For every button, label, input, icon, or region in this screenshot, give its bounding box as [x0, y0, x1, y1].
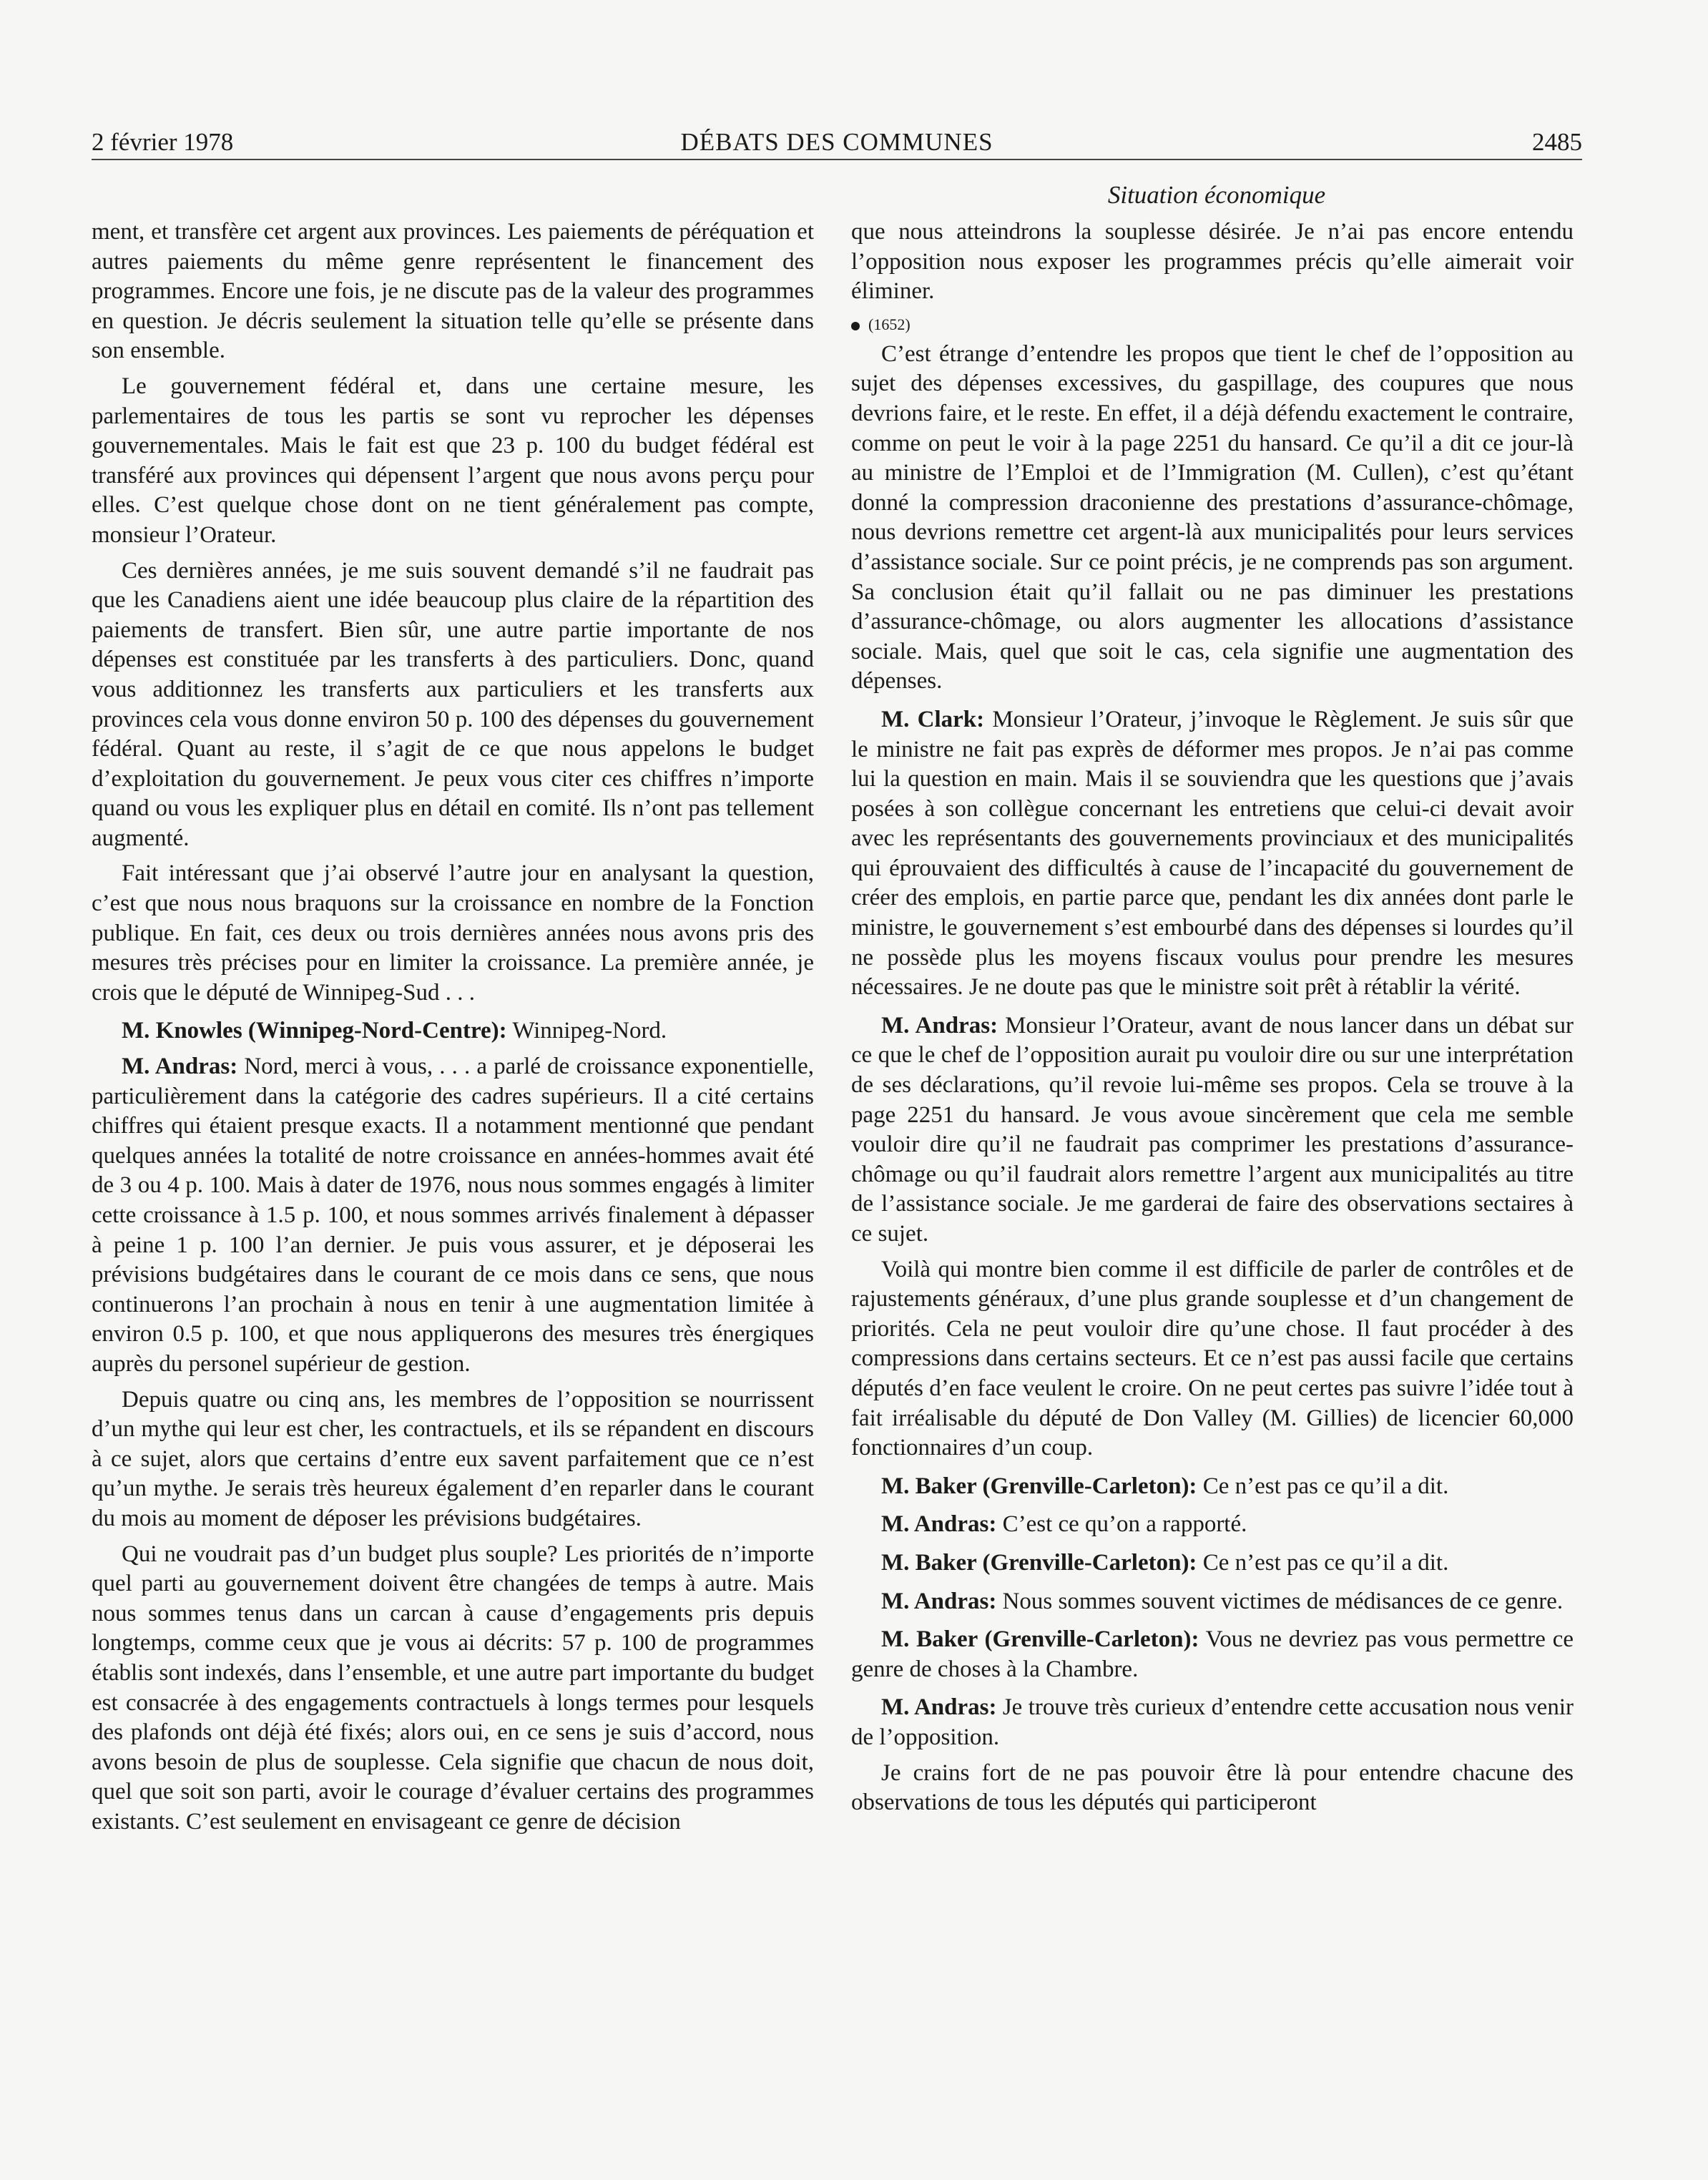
speaker-name: M. Clark: — [881, 706, 985, 732]
speech-text: Ce n’est pas ce qu’il a dit. — [1202, 1549, 1449, 1576]
speaker-name: M. Andras: — [881, 1588, 997, 1614]
paragraph: Qui ne voudrait pas d’un budget plus souple? Les priorités de n’importe quel parti au gouvernement doivent être changées de temps à autre. Mais nous sommes tenus dans un carcan à cause d’engagements pris depuis longtemps, comme ceux que je vous ai décrits: 57 p. 100 de programmes établis sont indexés, dans l’ensemble, et une autre part importante du budget est consacrée à des engagements contractuels à longs termes pour lesquels des plafonds ont déjà été fixés; alors oui, en ce sens je suis d’accord, nous avons besoin de plus de souplesse. Cela signifie que chacun de nous doit, quel que soit son parti, avoir le courage d’évaluer certains des programmes existants. C’est seulement en envisageant ce genre de décision — [92, 1541, 814, 1835]
speech-text: C’est ce qu’on a rapporté. — [1002, 1511, 1247, 1538]
time-marker-text: (1652) — [868, 315, 911, 333]
speech-paragraph — [92, 1052, 814, 1380]
speech-paragraph — [851, 705, 1574, 1003]
speech-paragraph — [851, 1693, 1574, 1752]
paragraph: Le gouvernement fédéral et, dans une certaine mesure, les parlementaires de tous les partis se sont vu reprocher les dépenses gouvernementales. Mais le fait est que 23 p. 100 du budget fédéral est transféré aux provinces qui dépensent l’argent que nous avons perçu pour elles. C’est quelque chose dont on ne tient généralement pas compte, monsieur l’Orateur. — [92, 373, 814, 548]
speech-paragraph — [851, 1587, 1574, 1617]
speaker-name: M. Andras: — [881, 1511, 997, 1538]
speaker-name: M. Baker (Grenville-Carleton): — [881, 1473, 1197, 1499]
paragraph: Voilà qui montre bien comme il est difficile de parler de contrôles et de rajustements généraux, d’une plus grande souplesse et d’un changement de priorités. Cela ne peut vouloir dire qu’une chose. Il faut procéder à des compressions dans certains secteurs. Et ce n’est pas aussi facile que certains députés d’en face veulent le croire. On ne peut certes pas suivre l’idée tout à fait irréalisable du député de Don Valley (M. Gillies) de licencier 60,000 fonctionnaires d’un coup. — [851, 1256, 1574, 1461]
speech-paragraph — [851, 1011, 1574, 1249]
running-head: Situation économique — [1107, 181, 1326, 209]
speech-text: Nord, merci à vous, . . . a parlé de croissance exponentielle, particulièrement dans la catégorie des cadres supérieurs. Il a cité certains chiffres qui étaient presque exacts. Il a notamment mentionné que pendant quelques années la totalité de notre croissance en années-hommes avait été de 3 ou 4 p. 100. Mais à dater de 1976, nous nous sommes engagés à limiter cette croissance à 1.5 p. 100, et nous sommes arrivés finalement à dépasser à peine 1 p. 100 l’an dernier. Je puis vous assurer, et je déposerai les prévisions budgétaires dans le courant de ce mois dans ce sens, que nous continuerons l’an prochain à nous en tenir à une augmentation limitée à environ 0.5 p. 100, et que nous appliquerons des mesures très énergiques auprès du personel supérieur de gestion. — [92, 1054, 815, 1377]
speaker-name: M. Andras: — [881, 1694, 997, 1721]
speaker-name: M. Andras: — [122, 1054, 238, 1080]
speaker-name: M. Andras: — [881, 1012, 998, 1039]
page-number: 2485 — [1532, 128, 1582, 156]
time-marker — [851, 313, 1574, 337]
speech-text: Monsieur l’Orateur, j’invoque le Règlement. Je suis sûr que le ministre ne fait pas exprès de déformer mes propos. Je n’ai pas comme lui la question en main. Mais il se souviendra que les questions que j’avais posées à son collègue concernant les entretiens que celui-ci devait avoir avec les représentants des gouvernements provinciaux et des municipalités qui éprouvaient des difficultés à cause de l’incapacité du gouvernement de créer des emplois, en partie parce que, pendant les dix années dont parle le ministre, le gouvernement s’est embourbé dans des dépenses si lourdes qu’il ne possède plus les moyens fiscaux voulus pour prendre les mesures nécessaires. Je ne doute pas que le ministre soit prêt à rétablir la vérité. — [851, 706, 1574, 1001]
speech-paragraph — [851, 1548, 1574, 1578]
paragraph: Fait intéressant que j’ai observé l’autre jour en analysant la question, c’est que nous nous braquons sur la croissance en nombre de la Fonction publique. En fait, ces deux ou trois dernières années nous avons pris des mesures très précises pour en limiter la croissance. La première année, je crois que le député de Winnipeg-Sud . . . — [92, 860, 814, 1006]
paragraph: que nous atteindrons la souplesse désirée. Je n’ai pas encore entendu l’opposition nous exposer les programmes précis qu’elle aimerait voir éliminer. — [851, 219, 1574, 305]
paragraph: Je crains fort de ne pas pouvoir être là pour entendre chacune des observations de tous les députés qui participeront — [851, 1759, 1574, 1816]
left-column — [92, 217, 814, 1842]
speech-text: Ce n’est pas ce qu’il a dit. — [1202, 1473, 1449, 1499]
right-column — [851, 217, 1574, 1824]
speech-text: Winnipeg-Nord. — [512, 1018, 667, 1044]
paragraph: C’est étrange d’entendre les propos que tient le chef de l’opposition au sujet des dépenses excessives, du gaspillage, des coupures que nous devrions faire, et le reste. En effet, il a déjà défendu exactement le contraire, comme on peut le voir à la page 2251 du hansard. Ce qu’il a dit ce jour-là au ministre de l’Emploi et de l’Immigration (M. Cullen), c’est qu’étant donné la compression draconienne des prestations d’assurance-chômage, nous devrions remettre cet argent-là aux municipalités pour leurs services d’assistance sociale. Sur ce point précis, je ne comprends pas son argument. Sa conclusion était qu’il fallait ou ne pas diminuer les prestations d’assurance-chômage, ou alors augmenter les allocations d’assistance sociale. Mais, quel que soit le cas, cela signifie une augmentation des dépenses. — [851, 340, 1574, 694]
page-header — [92, 126, 1582, 160]
speech-text: Vous ne devriez pas vous permettre ce genre de choses à la Chambre. — [851, 1626, 1574, 1682]
paragraph: Depuis quatre ou cinq ans, les membres de l’opposition se nourrissent d’un mythe qui leur est cher, les contractuels, et ils se répandent en discours à ce sujet, alors que certains d’entre eux savent parfaitement que ce n’est qu’un mythe. Je serais très heureux également d’en reparler dans le courant du mois au moment de déposer les prévisions budgétaires. — [92, 1386, 814, 1531]
header-date: 2 février 1978 — [92, 128, 234, 156]
speaker-name: M. Knowles (Winnipeg-Nord-Centre): — [122, 1018, 507, 1044]
speech-paragraph — [851, 1510, 1574, 1540]
speech-text: Nous sommes souvent victimes de médisances de ce genre. — [1002, 1588, 1564, 1614]
header-title: DÉBATS DES COMMUNES — [680, 128, 993, 156]
speech-paragraph — [851, 1472, 1574, 1502]
speech-paragraph — [92, 1016, 814, 1046]
speech-paragraph — [851, 1625, 1574, 1684]
speaker-name: M. Baker (Grenville-Carleton): — [881, 1626, 1199, 1653]
speech-text: Monsieur l’Orateur, avant de nous lancer dans un débat sur ce que le chef de l’opposition aurait pu vouloir dire ou sur une interprétation de ses déclarations, qu’il revoie lui-même ses propos. Cela se trouve à la page 2251 du hansard. Je vous avoue sincèrement que cela me semble vouloir dire qu’il ne faudrait pas comprimer les prestations d’assurance-chômage ou qu’il faudrait alors remettre l’argent aux municipalités au titre de l’assistance sociale. Je me garderai de faire des observations sectaires à ce sujet. — [851, 1012, 1574, 1247]
paragraph: ment, et transfère cet argent aux provinces. Les paiements de péréquation et autres paiements du même genre représentent le financement des programmes. Encore une fois, je ne discute pas de la valeur des programmes en question. Je décris seulement la situation telle qu’elle se présente dans son ensemble. — [92, 219, 814, 364]
paragraph: Ces dernières années, je me suis souvent demandé s’il ne faudrait pas que les Canadiens aient une idée beaucoup plus claire de la répartition des paiements de transfert. Bien sûr, une autre partie importante de nos dépenses est constituée par les transferts à des particuliers. Donc, quand vous additionnez les transferts aux particuliers et les transferts aux provinces cela vous donne environ 50 p. 100 des dépenses du gouvernement fédéral. Quant au reste, il s’agit de ce que nous appelons le budget d’exploitation du gouvernement. Je peux vous citer ces chiffres n’importe quand ou vous les expliquer plus en détail en comité. Ils n’ont pas tellement augmenté. — [92, 557, 814, 851]
speaker-name: M. Baker (Grenville-Carleton): — [881, 1549, 1197, 1576]
speech-text: Je trouve très curieux d’entendre cette accusation nous venir de l’opposition. — [851, 1694, 1574, 1750]
bullet-icon — [851, 322, 860, 330]
